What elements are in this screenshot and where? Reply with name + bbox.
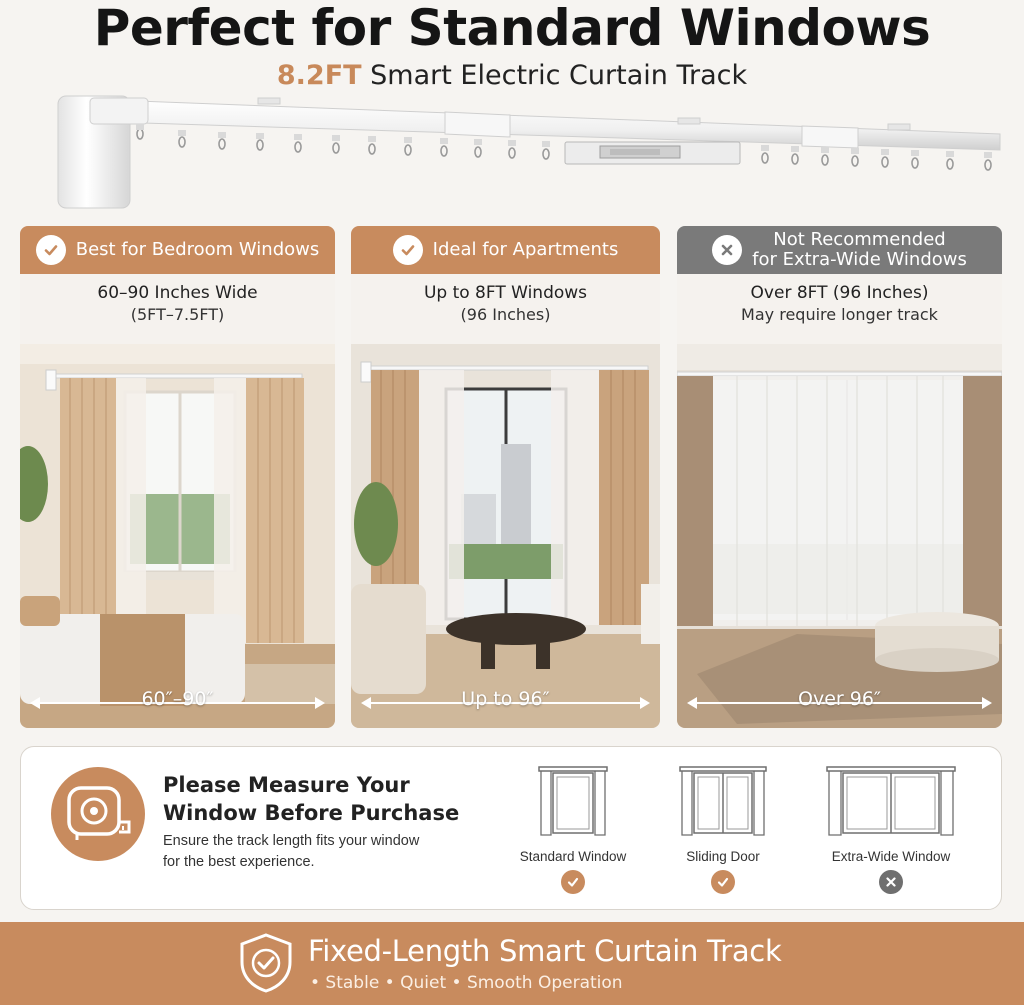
window-type-label: Sliding Door — [686, 849, 760, 864]
width-indicator — [363, 690, 648, 714]
card-bedroom — [20, 226, 335, 728]
card-info-range: (5FT–7.5FT) — [130, 305, 225, 324]
card-apartment — [351, 226, 660, 728]
page-subtitle — [0, 58, 1024, 94]
apartment-photo — [351, 344, 660, 728]
width-indicator — [32, 690, 323, 714]
check-circle-icon — [36, 235, 66, 265]
arrow-left-icon — [30, 697, 40, 709]
bedroom-photo — [20, 344, 335, 728]
width-indicator — [689, 690, 990, 714]
width-label: Over 96″ — [797, 688, 882, 710]
card-info — [677, 274, 1002, 344]
extra-wide-photo — [677, 344, 1002, 728]
card-info-width: Up to 8FT Windows — [423, 283, 588, 303]
measure-panel — [20, 746, 1002, 910]
extra-wide-window-icon — [825, 765, 957, 839]
check-circle-icon — [561, 870, 585, 894]
subtitle-text: Smart Electric Curtain Track — [370, 60, 748, 91]
card-info-width: Over 8FT (96 Inches) — [750, 283, 929, 303]
check-circle-icon — [393, 235, 423, 265]
headline — [0, 0, 1024, 94]
page-title: Perfect for Standard Windows — [93, 0, 931, 57]
curtain-track-image — [50, 92, 1010, 212]
measure-desc-line2: for the best experience. — [163, 854, 315, 870]
subtitle-length: 8.2FT — [276, 60, 362, 91]
card-banner-label — [752, 230, 967, 270]
window-type-extra-wide — [821, 765, 961, 894]
card-banner — [20, 226, 335, 274]
standard-window-icon — [537, 765, 609, 839]
card-banner-label: Best for Bedroom Windows — [75, 239, 320, 260]
card-info — [20, 274, 335, 344]
arrow-right-icon — [640, 697, 650, 709]
check-circle-icon — [711, 870, 735, 894]
footer-subtitle: • Stable • Quiet • Smooth Operation — [310, 973, 623, 993]
card-banner — [677, 226, 1002, 274]
card-info — [351, 274, 660, 344]
card-info-width: 60–90 Inches Wide — [97, 283, 258, 303]
cross-circle-icon — [712, 235, 742, 265]
width-label: Up to 96″ — [461, 688, 550, 710]
arrow-right-icon — [315, 697, 325, 709]
arrow-right-icon — [982, 697, 992, 709]
card-extra-wide — [677, 226, 1002, 728]
window-type-label: Standard Window — [519, 849, 627, 864]
card-banner — [351, 226, 660, 274]
width-label: 60″–90″ — [141, 688, 214, 710]
measure-desc-line1: Ensure the track length fits your window — [163, 833, 420, 849]
arrow-left-icon — [361, 697, 371, 709]
shield-check-icon — [238, 932, 294, 994]
card-banner-line2: for Extra-Wide Windows — [752, 249, 967, 270]
tape-measure-icon — [51, 767, 145, 861]
measure-description — [163, 831, 453, 873]
measure-title-line2: Window Before Purchase — [163, 801, 460, 825]
measure-title-line1: Please Measure Your — [163, 773, 410, 797]
window-type-standard — [503, 765, 643, 894]
sliding-door-icon — [678, 765, 768, 839]
card-banner-line1: Not Recommended — [773, 229, 946, 250]
card-info-note: May require longer track — [741, 305, 938, 324]
cross-circle-icon — [879, 870, 903, 894]
card-info-range: (96 Inches) — [460, 305, 551, 324]
measure-title — [163, 771, 463, 827]
card-banner-label: Ideal for Apartments — [432, 239, 619, 260]
footer-banner — [0, 922, 1024, 1005]
arrow-left-icon — [687, 697, 697, 709]
footer-title: Fixed-Length Smart Curtain Track — [308, 934, 782, 968]
window-type-sliding-door — [653, 765, 793, 894]
window-type-label: Extra-Wide Window — [831, 849, 951, 864]
